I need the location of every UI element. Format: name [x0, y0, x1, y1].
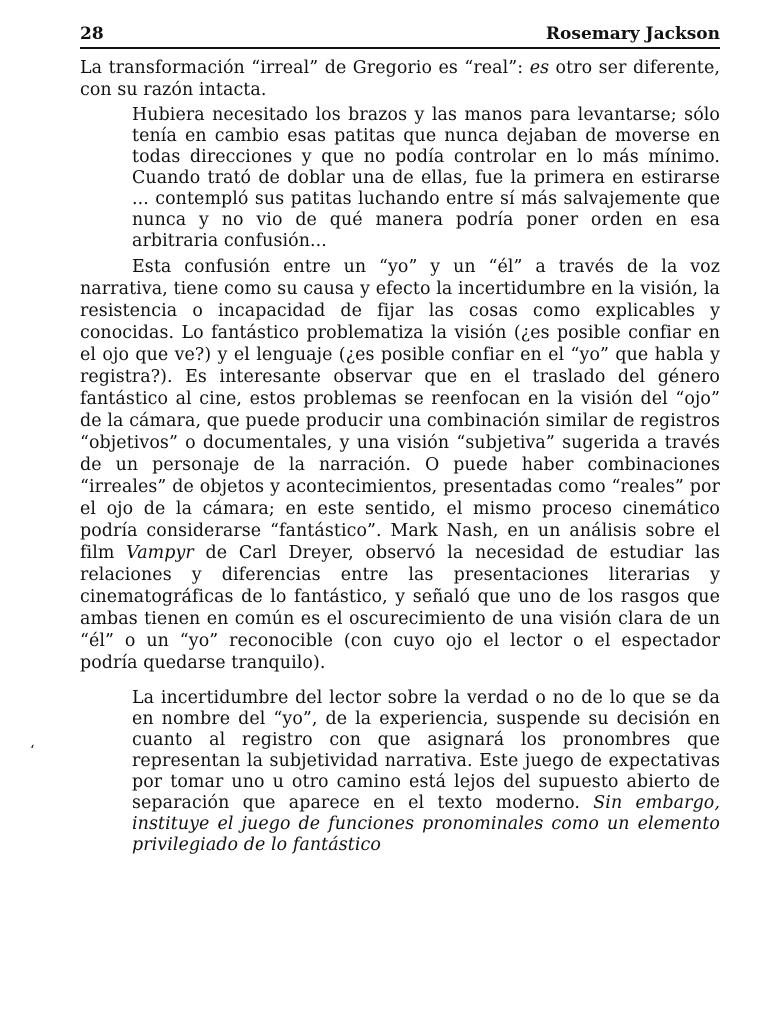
quote2-italic: Sin embargo, instituye el juego de funciones pronominales como un elemento privilegiado de lo fantástico: [132, 793, 720, 855]
opening-text: La transformación “irreal” de Gregorio es “real”:: [80, 58, 530, 78]
margin-mark: ‘: [30, 743, 35, 759]
quote2-text: La incertidumbre del lector sobre la verdad o no de lo que se da en nombre del “yo”, de la experiencia, suspende su decisión en cuanto al registro con que asignará los pronombres que representan la subjetividad narrativa. Este juego de expectativas por tomar uno u otro camino está lejos del supuesto abierto de separación que aparece en el texto moderno.: [132, 688, 720, 813]
main-paragraph: [80, 256, 720, 674]
main-paragraph-part2: de Carl Dreyer, observó la necesidad de estudiar las relaciones y diferencias entre las presentaciones literarias y cinematográficas de lo fantástico, y señaló que uno de los rasgos que ambas tienen en común es el oscurecimiento de una visión clara de un “él” o un “yo” reconocible (con cuyo ojo el lector o el espectador podría quedarse tranquilo).: [80, 543, 720, 673]
page-body: [80, 57, 720, 856]
running-head: Rosemary Jackson: [545, 24, 720, 44]
page-header: [80, 24, 720, 49]
main-paragraph-part1: Esta confusión entre un “yo” y un “él” a través de la voz narrativa, tiene como su causa y efecto la incertidumbre en la visión, la resistencia o incapacidad de fijar las cosas como explicables y conocidas. Lo fantástico problematiza la visión (¿es posible confiar en el ojo que ve?) y el lenguaje (¿es posible confiar en el “yo” que habla y registra?). Es interesante observar que en el traslado del género fantástico al cine, estos problemas se reenfocan en la visión del “ojo” de la cámara, que puede producir una combinación similar de registros “objetivos” o documentales, y una visión “subjetiva” sugerida a través de un personaje de la narración. O puede haber combinaciones “irreales” de objetos y acontecimientos, presentadas como “reales” por el ojo de la cámara; en este sentido, el mismo proceso cinemático podría considerarse “fantástico”. Mark Nash, en un análisis sobre el film: [80, 257, 720, 563]
book-page: [80, 24, 720, 856]
opening-text-after: otro ser diferente, con su razón intacta.: [80, 58, 720, 100]
block-quote-kafka: Hubiera necesitado los brazos y las manos para levantarse; sólo tenía en cambio esas patitas que nunca dejaban de moverse en todas direcciones y que no podía controlar en lo más mínimo. Cuando trató de doblar una de ellas, fue la primera en estirarse ... contempló sus patitas luchando entre sí más salvajemente que nunca y no vio de qué manera podría poner orden en esa arbitraria confusión...: [132, 105, 720, 251]
opening-paragraph: [80, 57, 720, 101]
opening-italic: es: [529, 58, 550, 78]
page-number: 28: [80, 24, 104, 44]
film-title: Vampyr: [126, 543, 194, 563]
block-quote-reader: [132, 688, 720, 856]
